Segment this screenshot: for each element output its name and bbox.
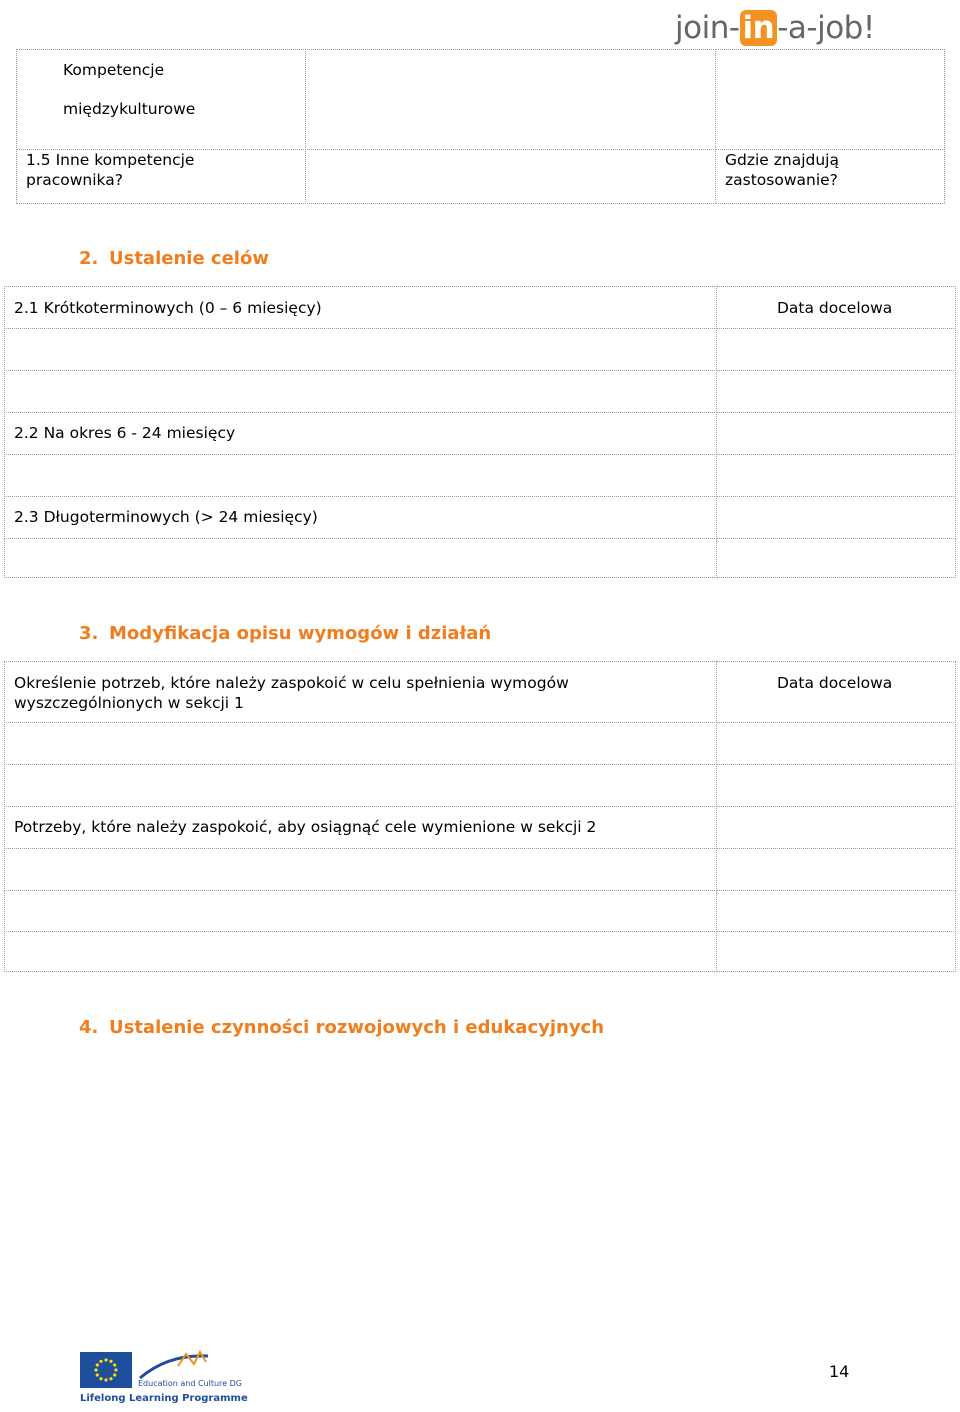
cell[interactable] [716, 538, 956, 578]
cell [715, 49, 945, 150]
other-competences-label: 1.5 Inne kompetencje pracownika? [26, 151, 195, 189]
section-4-title: Ustalenie czynności rozwojowych i edukacyjnych [109, 1017, 605, 1038]
section-3-title: Modyfikacja opisu wymogów i działań [109, 623, 492, 644]
section-4-number: 4. [79, 1017, 99, 1038]
cell[interactable] [716, 848, 956, 891]
section-2-number: 2. [79, 248, 99, 269]
cell[interactable] [716, 412, 956, 455]
target-date-label: Data docelowa [777, 674, 893, 692]
cell[interactable] [716, 764, 956, 807]
section-3-number: 3. [79, 623, 99, 644]
table-row[interactable] [4, 931, 717, 972]
table-row[interactable] [4, 722, 717, 765]
intercultural-competences-label: Kompetencje międzykulturowe [63, 61, 196, 118]
table-row[interactable] [4, 370, 717, 413]
cell[interactable] [716, 722, 956, 765]
section-4-heading [79, 1017, 604, 1038]
section-2-title: Ustalenie celów [109, 248, 269, 269]
llp-label: Lifelong Learning Programme [80, 1393, 248, 1404]
logo [655, 0, 895, 55]
table-row[interactable] [4, 454, 717, 497]
cell[interactable] [716, 496, 956, 539]
cell[interactable] [716, 370, 956, 413]
logo-right-text: -a-job! [777, 10, 875, 46]
needs-goals-label: Potrzeby, które należy zaspokoić, aby osiągnąć cele wymienione w sekcji 2 [14, 818, 597, 836]
eu-stars-icon [80, 1352, 132, 1388]
goals-table [4, 286, 956, 578]
table-row[interactable] [4, 538, 717, 578]
cell [305, 49, 716, 150]
cell [305, 149, 716, 204]
eu-flag-logo [80, 1352, 132, 1388]
application-label: Gdzie znajdują zastosowanie? [725, 151, 839, 189]
requirements-table [4, 661, 956, 972]
long-term-label: 2.3 Długoterminowych (> 24 miesięcy) [14, 508, 318, 526]
cell[interactable] [716, 328, 956, 371]
target-date-label: Data docelowa [777, 299, 893, 317]
cell[interactable] [716, 454, 956, 497]
section-2-heading [79, 248, 269, 269]
table-row[interactable] [4, 848, 717, 891]
logo-left-text: join- [675, 10, 740, 46]
logo-mid-text: in [740, 10, 778, 46]
medium-term-label: 2.2 Na okres 6 - 24 miesięcy [14, 424, 236, 442]
table-row[interactable] [4, 764, 717, 807]
table-row[interactable] [4, 890, 717, 932]
cell[interactable] [716, 890, 956, 932]
section-3-heading [79, 623, 491, 644]
short-term-label: 2.1 Krótkoterminowych (0 – 6 miesięcy) [14, 299, 322, 317]
cell[interactable] [716, 806, 956, 849]
cell[interactable] [716, 931, 956, 972]
page-number: 14 [829, 1362, 850, 1381]
needs-requirements-label: Określenie potrzeb, które należy zaspokoić w celu spełnienia wymogów wyszczególnionych w sekcji 1 [14, 674, 569, 712]
dg-label: Education and Culture DG [138, 1379, 242, 1388]
table-row[interactable] [4, 328, 717, 371]
competences-table [16, 49, 945, 204]
